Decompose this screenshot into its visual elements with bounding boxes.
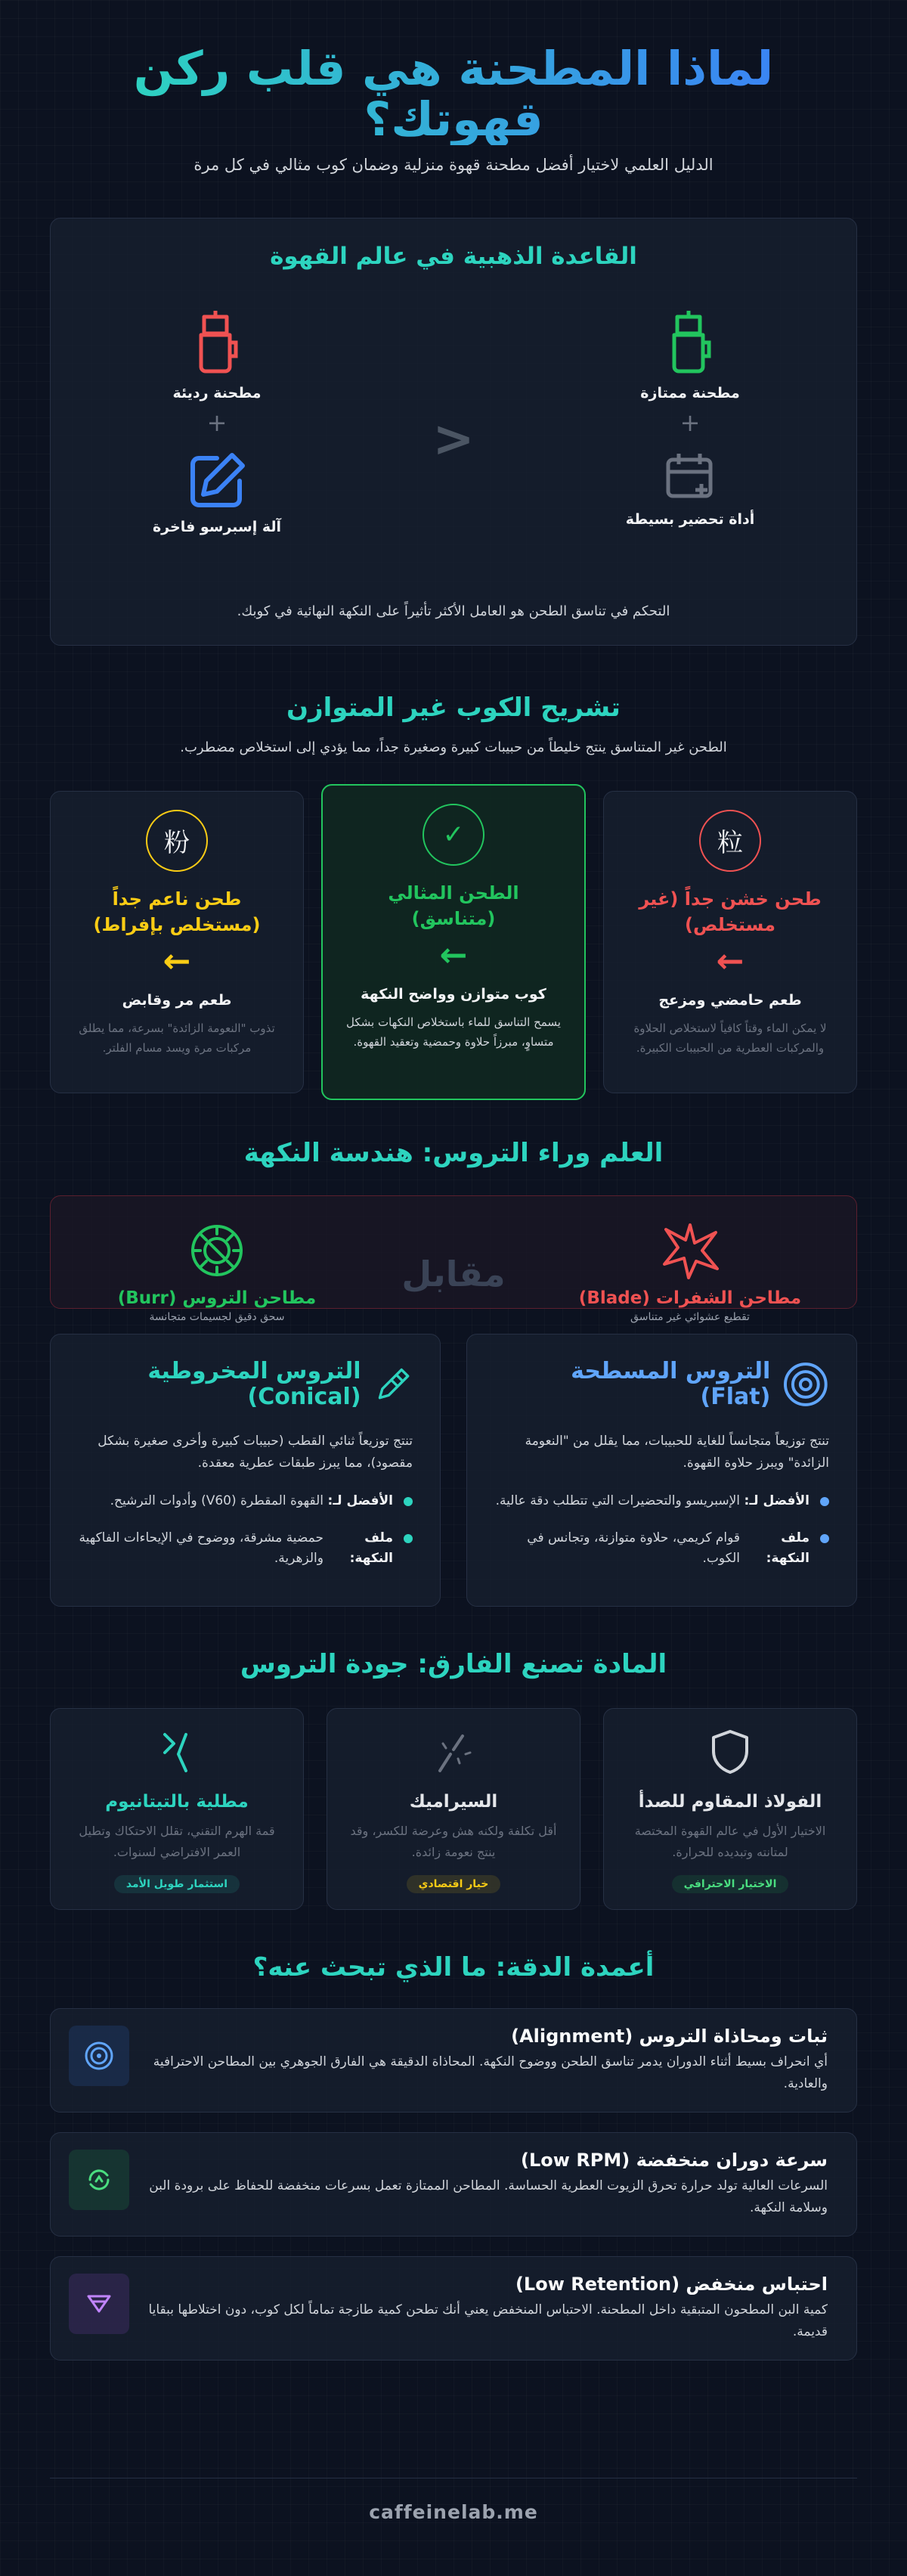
coarse-grain-icon: 粒 [699,810,761,872]
blade-caption: تقطيع عشوائي غير متناسق [630,1310,750,1323]
conical-burr-card [50,1334,441,1607]
burr-title: مطاحن التروس (Burr) [117,1288,317,1308]
fine-powder-icon: 粉 [146,810,208,872]
site-link[interactable]: caffeinelab.me [369,2501,538,2523]
material-badge: الاختيار الاحترافي [672,1875,789,1893]
grind-card-coarse [603,791,857,1093]
page-title: لماذا المطحنة هي قلب ركن قهوتك؟ [113,44,794,145]
conical-burr-desc: تنتج توزيعاً ثنائي القطب (حبيبات كبيرة وأخرى صغيرة بشكل مقصود)، مما يبرز طبقات عطرية معقدة. [98,1433,413,1471]
material-title: الفولاذ المقاوم للصدأ [638,1791,822,1812]
plus-sign: + [206,408,228,437]
grind-card-fine [50,791,304,1093]
best-for-label: الأفضل لـ: [327,1493,393,1508]
material-card-titanium [50,1708,304,1910]
pillar-desc: السرعات العالية تولد حرارة تحرق الزيوت العطرية الحساسة. المطاحن الممتازة تعمل بسرعات منخفضة للحفاظ على برودة البن وسلامة النكهة. [149,2178,828,2215]
target-icon [782,1361,829,1408]
pencil-icon [373,1361,413,1408]
bad-grinder-icon [190,309,243,377]
conical-burr-name: التروس المخروطية (Conical) [147,1357,361,1411]
shield-icon [709,1728,751,1775]
fancy-machine-label: آلة إسبرسو فاخرة [152,518,282,535]
pillar-title: سرعة دوران منخفضة (Low RPM) [521,2149,828,2171]
taste-profile-label: ملف النكهة: [349,1530,393,1567]
blade-block [569,1222,811,1323]
materials-title: المادة تصنع الفارق: جودة التروس [240,1648,667,1679]
materials-section [50,1649,857,1910]
grind-card-title: طحن خشن جداً (غير مستخلص) [639,888,822,935]
material-card-steel [603,1708,857,1910]
calendar-icon [664,451,717,504]
grind-card-desc: يسمح التناسق للماء باستخلاص النكهات بشكل متساوٍ، مبرزاً حلاوة وحمضية وتعقيد القهوة. [346,1015,561,1049]
golden-rule-card [50,218,857,646]
material-card-ceramic [327,1708,580,1910]
check-icon: ✓ [423,804,484,866]
anatomy-section [50,693,857,1100]
flat-burr-card [466,1334,857,1607]
grind-card-desc: تذوب "النعومة الزائدة" بسرعة، مما يطلق مركبات مرة ويسد مسام الفلتر. [79,1021,275,1055]
bullet-dot [820,1534,829,1543]
pillar-alignment [50,2008,857,2113]
burr-caption: سحق دقيق لجسيمات متجانسة [149,1310,285,1323]
pillars-title: أعمدة الدقة: ما الذي تبحث عنه؟ [252,1951,655,1982]
golden-rule-note: التحكم في تناسق الطحن هو العامل الأكثر تأثيراً على النكهة النهائية في كوبك. [237,603,670,619]
target-icon [69,2026,129,2086]
simple-tool-label: أداة تحضير بسيطة [625,510,755,528]
taste-profile-text: حمضية مشرقة، ووضوح في الإيحاءات الفاكهية والزهرية. [79,1530,323,1567]
pillars-section [50,1952,857,2361]
material-desc: قمة الهرم التقني، تقلل الاحتكاك وتطيل العمر الافتراضي لسنوات. [79,1823,275,1859]
bad-grinder-label: مطحنة رديئة [172,384,262,401]
material-title: مطلية بالتيتانيوم [105,1791,249,1812]
compare-sign: < [432,409,475,468]
grind-cards [50,784,857,1100]
pillar-title: ثبات ومحاذاة التروس (Alignment) [511,2025,828,2047]
gears-title: العلم وراء التروس: هندسة النكهة [243,1137,664,1168]
golden-rule-title: القاعدة الذهبية في عالم القهوة [270,242,637,270]
gear-icon [188,1222,246,1279]
anatomy-title: تشريح الكوب غير المتوازن [286,692,621,723]
edit-icon [187,451,247,511]
grind-card-title: الطحن المثالي (متناسق) [388,882,519,929]
taste-profile-text: قوام كريمي، حلاوة متوازنة، وتجانس في الكوب. [527,1530,740,1567]
grind-card-ideal [321,784,586,1100]
bolt-icon [156,1728,198,1775]
footer [50,2478,857,2523]
taste-profile-label: ملف النكهة: [766,1530,809,1567]
plus-sign: + [679,408,701,437]
best-for-text: الإسبريسو والتحضيرات التي تتطلب دقة عالية. [495,1493,740,1508]
arrow-left-icon: ← [716,942,744,981]
pillar-retention [50,2256,857,2361]
filter-icon [69,2274,129,2334]
flat-burr-name: التروس المسطحة (Flat) [571,1357,771,1411]
burr-block [96,1222,338,1323]
burr-types [50,1334,857,1607]
pillar-low-rpm [50,2132,857,2237]
material-desc: الاختيار الأول في عالم القهوة المختصة لمتانته وتبديده للحرارة. [634,1823,826,1859]
grind-card-result: طعم حامضي ومزعج [658,992,802,1009]
page-subtitle: الدليل العلمي لاختيار أفضل مطحنة قهوة منزلية وضمان كوب مثالي في كل مرة [193,155,714,174]
broken-wand-icon [432,1728,475,1775]
burst-icon [660,1222,720,1279]
versus-word: مقابل [401,1253,506,1294]
arrow-left-icon: ← [439,936,468,975]
grind-card-desc: لا يمكن الماء وقتاً كافياً لاستخلاص الحلاوة والمركبات العطرية من الحبيبات الكبيرة. [633,1021,827,1055]
anatomy-subtitle: الطحن غير المتناسق ينتج خليطاً من حبيبات كبيرة وصغيرة جداً، مما يؤدي إلى استخلاص مضطرب. [180,739,727,755]
grind-card-result: طعم مر وقابض [122,992,232,1009]
material-title: السيراميك [409,1791,498,1812]
blade-vs-burr [50,1195,857,1323]
material-badge: خيار اقتصادي [407,1875,501,1893]
bullet-dot [404,1497,413,1506]
bad-setup [141,309,293,537]
refresh-icon [69,2150,129,2210]
flat-burr-desc: تنتج توزيعاً متجانساً للغاية للحبيبات، مما يقلل من "النعومة الزائدة" ويبرز حلاوة القهوة. [525,1433,829,1471]
good-setup [614,309,766,529]
pillar-desc: أي انحراف بسيط أثناء الدوران يدمر تناسق الطحن ووضوح النكهة. المحاذاة الدقيقة هي الفارق الجوهري بين المطاحن الاحترافية والعادية. [153,2054,828,2091]
arrow-left-icon: ← [163,942,191,981]
gears-section [50,1138,857,1607]
grind-card-result: كوب متوازن وواضح النكهة [361,986,546,1003]
best-for-label: الأفضل لـ: [744,1493,809,1508]
blade-title: مطاحن الشفرات (Blade) [578,1288,802,1308]
material-badge: استثمار طويل الأمد [114,1875,240,1893]
grind-card-title: طحن ناعم جداً (مستخلص بإفراط) [93,888,261,935]
bullet-dot [820,1497,829,1506]
good-grinder-label: مطحنة ممتازة [640,384,740,401]
good-grinder-icon [664,309,717,377]
pillar-desc: كمية البن المطحون المتبقية داخل المطحنة. الاحتباس المنخفض يعني أنك تطحن كمية طازجة تماماً لكل كوب، دون اختلاطها ببقايا قديمة. [148,2302,828,2339]
page-header [0,0,907,174]
pillar-title: احتباس منخفض (Low Retention) [515,2273,828,2295]
material-desc: أقل تكلفة ولكنه هش وعرضة للكسر، وقد ينتج نعومة زائدة. [350,1823,557,1859]
best-for-text: القهوة المقطرة (V60) وأدوات الترشيح. [110,1493,323,1508]
material-cards [50,1708,857,1910]
bullet-dot [404,1534,413,1543]
